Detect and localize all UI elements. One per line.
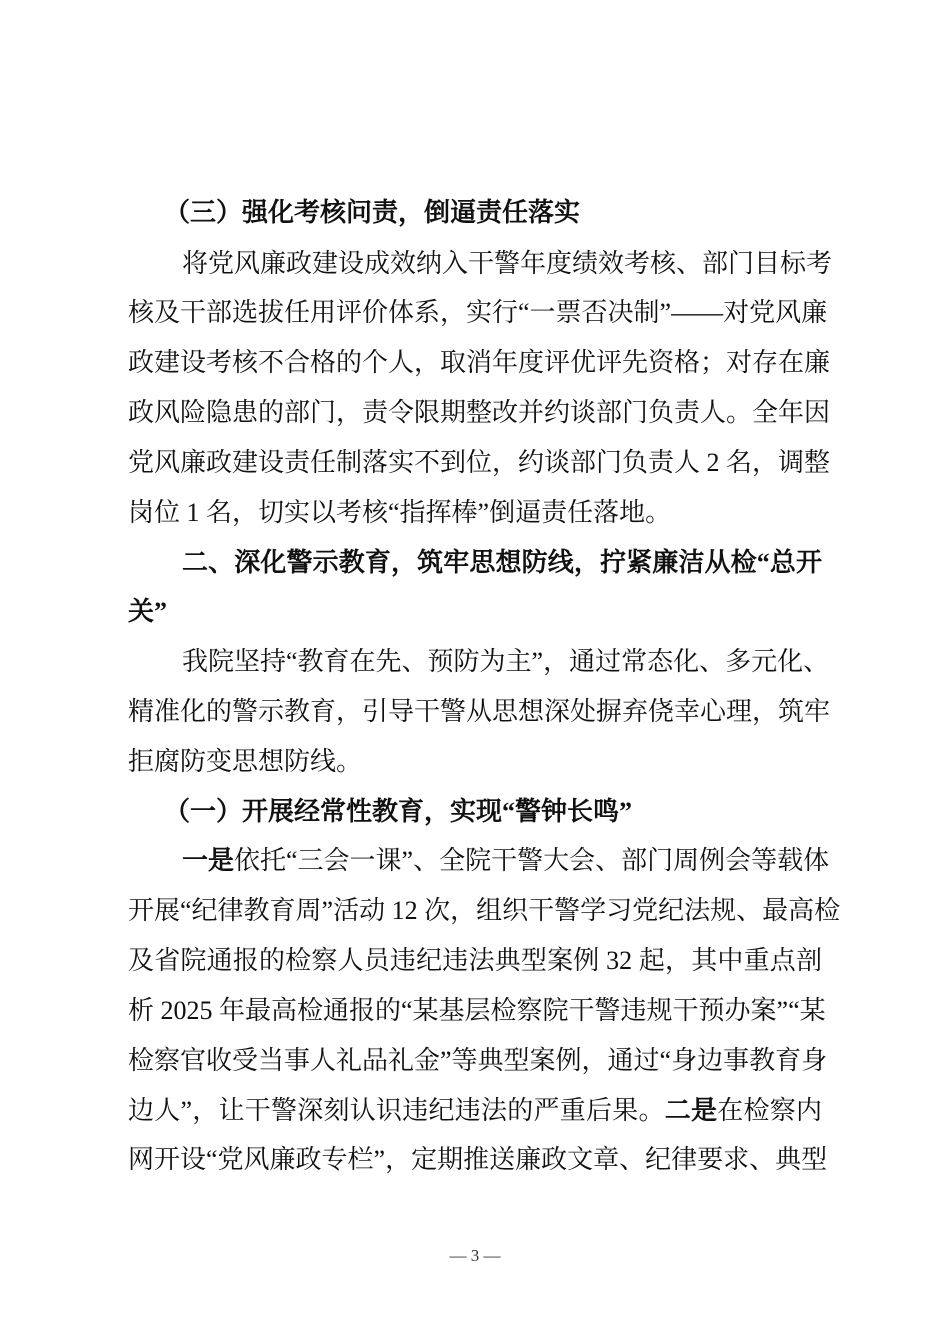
paragraph-line: 岗位 1 名，切实以考核“指挥棒”倒逼责任落地。 bbox=[128, 498, 672, 527]
paragraph-line: 拒腐防变思想防线。 bbox=[128, 747, 363, 776]
paragraph-line: 政建设考核不合格的个人，取消年度评优评先资格；对存在廉 bbox=[128, 348, 831, 377]
paragraph-line: 网开设“党风廉政专栏”，定期推送廉政文章、纪律要求、典型 bbox=[128, 1145, 828, 1174]
part-heading: 关” bbox=[128, 597, 168, 626]
part-heading: 二、深化警示教育，筑牢思想防线，拧紧廉洁从检“总开 bbox=[182, 548, 822, 577]
text-run: 在检察内 bbox=[717, 1096, 822, 1125]
bold-marker: 二是 bbox=[664, 1096, 718, 1125]
paragraph-line: 将党风廉政建设成效纳入干警年度绩效考核、部门目标考 bbox=[182, 249, 833, 278]
paragraph-line: 检察官收受当事人礼品礼金”等典型案例，通过“身边事教育身 bbox=[128, 1046, 828, 1075]
paragraph-line: 开展“纪律教育周”活动 12 次，组织干警学习党纪法规、最高检 bbox=[128, 896, 841, 925]
paragraph-line: 及省院通报的检察人员违纪违法典型案例 32 起，其中重点剖 bbox=[128, 946, 822, 975]
paragraph-line: 析 2025 年最高检通报的“某基层检察院干警违规干预办案”“某 bbox=[128, 996, 826, 1025]
paragraph-line bbox=[182, 843, 830, 879]
section-heading: （三）强化考核问责，倒逼责任落实 bbox=[164, 198, 581, 227]
paragraph-line: 党风廉政建设责任制落实不到位，约谈部门负责人 2 名，调整 bbox=[128, 448, 831, 477]
paragraph-line bbox=[128, 1093, 822, 1129]
paragraph-line: 精准化的警示教育，引导干警从思想深处摒弃侥幸心理，筑牢 bbox=[128, 697, 831, 726]
page-number: — 3 — bbox=[449, 1246, 501, 1265]
paragraph-line: 核及干部选拔任用评价体系，实行“一票否决制”——对党风廉 bbox=[128, 298, 828, 327]
bold-marker: 一是 bbox=[182, 846, 235, 875]
text-run: 边人”，让干警深刻认识违纪违法的严重后果。 bbox=[128, 1096, 665, 1125]
paragraph-line: 我院坚持“教育在先、预防为主”，通过常态化、多元化、 bbox=[182, 647, 830, 676]
text-run: 依托“三会一课”、全院干警大会、部门周例会等载体 bbox=[234, 846, 830, 875]
paragraph-line: 政风险隐患的部门，责令限期整改并约谈部门负责人。全年因 bbox=[128, 398, 831, 427]
subsection-heading: （一）开展经常性教育，实现“警钟长鸣” bbox=[164, 797, 633, 826]
